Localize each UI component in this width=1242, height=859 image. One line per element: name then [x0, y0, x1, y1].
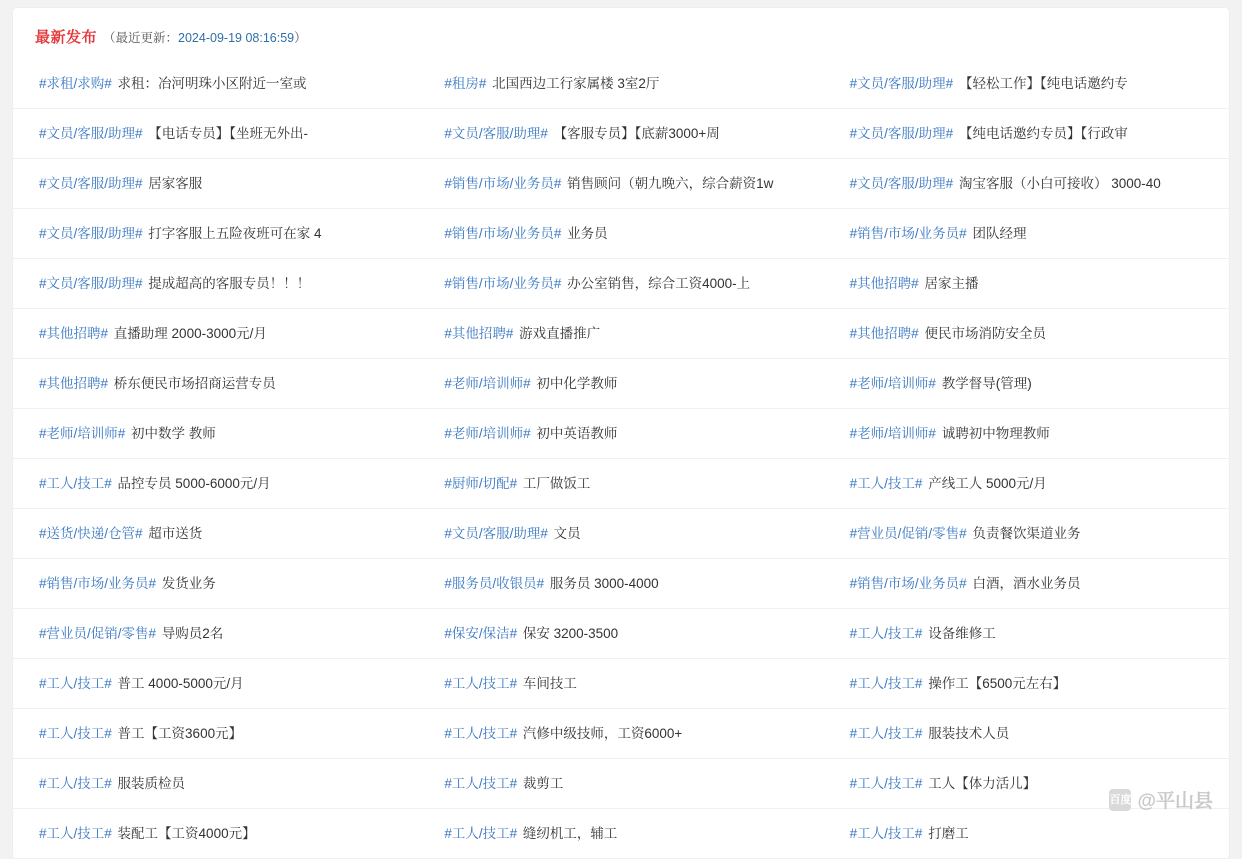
- list-item-title: 打磨工: [928, 826, 969, 841]
- list-item-category: #老师/培训师#: [444, 376, 531, 391]
- list-item-title: 车间技工: [522, 676, 577, 691]
- list-item-category: #销售/市场/业务员#: [444, 226, 562, 241]
- list-item-title: 初中数学 教师: [131, 426, 216, 441]
- watermark: [1109, 786, 1213, 813]
- list-item-category: #厨师/切配#: [444, 476, 518, 491]
- baidu-badge-icon: 百度: [1109, 789, 1131, 811]
- list-item[interactable]: [824, 109, 1229, 159]
- list-item[interactable]: [418, 509, 823, 559]
- list-item-title: 设备维修工: [928, 626, 996, 641]
- list-item[interactable]: [13, 759, 418, 809]
- list-item-title: 裁剪工: [522, 776, 564, 791]
- list-item[interactable]: [13, 59, 418, 109]
- list-item[interactable]: [418, 609, 823, 659]
- list-item-title: 缝纫机工，辅工: [522, 826, 618, 841]
- list-item[interactable]: [418, 459, 823, 509]
- list-item-title: 服务员 3000-4000: [549, 576, 659, 591]
- list-item-category: #工人/技工#: [39, 826, 112, 841]
- list-item[interactable]: [418, 359, 823, 409]
- list-item-title: 超市送货: [148, 526, 203, 541]
- list-item[interactable]: [13, 509, 418, 559]
- list-item-title: 【电话专员】【坐班无外出-: [148, 126, 309, 141]
- watermark-text: @平山县: [1137, 791, 1213, 812]
- list-item-category: #工人/技工#: [39, 726, 112, 741]
- list-item-title: 便民市场消防安全员: [924, 326, 1046, 341]
- list-item[interactable]: [824, 59, 1229, 109]
- list-item-category: #老师/培训师#: [39, 426, 126, 441]
- list-item-category: #老师/培训师#: [849, 376, 936, 391]
- list-item[interactable]: [824, 259, 1229, 309]
- list-item-title: 直播助理 2000-3000元/月: [113, 326, 267, 341]
- update-prefix: （最近更新：: [103, 31, 179, 45]
- list-item-category: #工人/技工#: [444, 726, 518, 741]
- list-item[interactable]: [418, 759, 823, 809]
- update-suffix: ）: [294, 31, 307, 45]
- list-item[interactable]: [824, 459, 1229, 509]
- list-item[interactable]: [13, 659, 418, 709]
- list-item[interactable]: [13, 809, 418, 859]
- list-item-category: #工人/技工#: [39, 776, 112, 791]
- list-item-category: #销售/市场/业务员#: [849, 576, 967, 591]
- list-item[interactable]: [824, 359, 1229, 409]
- list-item[interactable]: [13, 359, 418, 409]
- list-item-category: #工人/技工#: [849, 776, 923, 791]
- list-item[interactable]: [824, 409, 1229, 459]
- list-item[interactable]: [13, 209, 418, 259]
- list-item-title: 白酒，酒水业务员: [972, 576, 1081, 591]
- list-item[interactable]: [824, 309, 1229, 359]
- list-item-category: #文员/客服/助理#: [849, 76, 954, 91]
- list-item-category: #销售/市场/业务员#: [849, 226, 967, 241]
- list-item[interactable]: [13, 559, 418, 609]
- list-item-title: 淘宝客服（小白可接收） 3000-40: [958, 176, 1161, 191]
- list-item[interactable]: [418, 209, 823, 259]
- page-title: 最新发布: [35, 29, 98, 46]
- list-item[interactable]: [824, 709, 1229, 759]
- list-item-category: #工人/技工#: [849, 726, 923, 741]
- list-item-category: #工人/技工#: [39, 676, 112, 691]
- list-item-title: 【纯电话邀约专员】【行政审: [958, 126, 1128, 141]
- list-item[interactable]: [418, 559, 823, 609]
- list-item-category: #工人/技工#: [444, 826, 518, 841]
- list-item-category: #服务员/收银员#: [444, 576, 545, 591]
- list-item-title: 北国西边工行家属楼 3室2厅: [492, 76, 660, 91]
- list-item[interactable]: [13, 309, 418, 359]
- list-item-category: #销售/市场/业务员#: [444, 276, 562, 291]
- list-item-title: 普工【工资3600元】: [117, 726, 243, 741]
- list-item-category: #老师/培训师#: [444, 426, 531, 441]
- list-item-category: #文员/客服/助理#: [39, 276, 143, 291]
- update-time: 2024-09-19 08:16:59: [178, 31, 295, 45]
- list-item[interactable]: [418, 709, 823, 759]
- list-item-category: #营业员/促销/零售#: [849, 526, 967, 541]
- list-item-title: 团队经理: [972, 226, 1027, 241]
- list-item-title: 提成超高的客服专员！！！: [148, 276, 311, 291]
- list-item-title: 教学督导(管理): [941, 376, 1032, 391]
- list-item-title: 服装技术人员: [928, 726, 1010, 741]
- list-item-title: 求租：冶河明珠小区附近一室或: [117, 76, 307, 91]
- list-item[interactable]: [824, 509, 1229, 559]
- list-item[interactable]: [418, 409, 823, 459]
- list-item-title: 游戏直播推广: [519, 326, 601, 341]
- list-item-category: #保安/保洁#: [444, 626, 518, 641]
- list-item[interactable]: [824, 609, 1229, 659]
- list-item-title: 居家客服: [148, 176, 203, 191]
- list-item-title: 普工 4000-5000元/月: [117, 676, 244, 691]
- list-item[interactable]: [824, 159, 1229, 209]
- list-item[interactable]: [418, 259, 823, 309]
- list-item-category: #文员/客服/助理#: [849, 126, 954, 141]
- list-item-title: 初中英语教师: [536, 426, 618, 441]
- list-item[interactable]: [418, 309, 823, 359]
- list-item[interactable]: [13, 409, 418, 459]
- list-item-category: #其他招聘#: [39, 326, 109, 341]
- list-item-category: #文员/客服/助理#: [39, 226, 143, 241]
- list-item-title: 汽修中级技师，工资6000+: [522, 726, 683, 741]
- list-item-category: #工人/技工#: [849, 626, 923, 641]
- list-item-title: 【客服专员】【底薪3000+周: [553, 126, 720, 141]
- list-item-category: #文员/客服/助理#: [39, 126, 143, 141]
- list-item-category: #工人/技工#: [444, 676, 518, 691]
- list-item-category: #销售/市场/业务员#: [39, 576, 157, 591]
- list-item-title: 居家主播: [924, 276, 979, 291]
- list-item-category: #文员/客服/助理#: [39, 176, 143, 191]
- list-item[interactable]: [824, 659, 1229, 709]
- list-item-title: 诚聘初中物理教师: [941, 426, 1050, 441]
- list-item[interactable]: [824, 209, 1229, 259]
- list-item[interactable]: [418, 159, 823, 209]
- list-item-category: #工人/技工#: [849, 676, 923, 691]
- list-item-category: #工人/技工#: [39, 476, 112, 491]
- list-item-title: 装配工【工资4000元】: [117, 826, 256, 841]
- list-item-title: 服装质检员: [117, 776, 186, 791]
- list-item-category: #营业员/促销/零售#: [39, 626, 157, 641]
- list-item-title: 品控专员 5000-6000元/月: [117, 476, 271, 491]
- list-item[interactable]: [418, 659, 823, 709]
- list-item[interactable]: [418, 59, 823, 109]
- list-item[interactable]: [418, 109, 823, 159]
- list-item-category: #文员/客服/助理#: [849, 176, 954, 191]
- list-item[interactable]: [824, 559, 1229, 609]
- list-item-category: #求租/求购#: [39, 76, 112, 91]
- list-item[interactable]: [13, 109, 418, 159]
- list-item-title: 销售顾问（朝九晚六，综合薪资1w: [567, 176, 774, 191]
- list-item[interactable]: [824, 809, 1229, 859]
- list-item-category: #其他招聘#: [849, 276, 919, 291]
- list-item-title: 工人【体力活儿】: [928, 776, 1037, 791]
- list-item-title: 工厂做饭工: [522, 476, 591, 491]
- list-item-category: #其他招聘#: [849, 326, 919, 341]
- last-update-label: [103, 28, 307, 46]
- post-list: [13, 57, 1229, 859]
- list-item-title: 产线工人 5000元/月: [928, 476, 1047, 491]
- list-item-title: 打字客服上五险夜班可在家 4: [148, 226, 322, 241]
- list-item-title: 桥东便民市场招商运营专员: [113, 376, 276, 391]
- list-item-title: 发货业务: [161, 576, 216, 591]
- list-item-title: 导购员2名: [161, 626, 224, 641]
- list-item-category: #文员/客服/助理#: [444, 526, 548, 541]
- list-item-category: #文员/客服/助理#: [444, 126, 548, 141]
- list-item[interactable]: [13, 609, 418, 659]
- list-item-category: #租房#: [444, 76, 487, 91]
- list-item-title: 负责餐饮渠道业务: [972, 526, 1081, 541]
- list-item[interactable]: [13, 709, 418, 759]
- list-item-category: #送货/快递/仓管#: [39, 526, 143, 541]
- list-item-title: 初中化学教师: [536, 376, 618, 391]
- latest-posts-card: [13, 8, 1229, 859]
- list-item-title: 文员: [553, 526, 581, 541]
- list-item-category: #销售/市场/业务员#: [444, 176, 562, 191]
- list-item[interactable]: [13, 159, 418, 209]
- list-item[interactable]: [13, 459, 418, 509]
- card-header: [13, 8, 1229, 57]
- list-item-category: #其他招聘#: [39, 376, 109, 391]
- list-item-title: 【轻松工作】【纯电话邀约专: [958, 76, 1128, 91]
- list-item[interactable]: [418, 809, 823, 859]
- list-item-title: 保安 3200-3500: [522, 626, 619, 641]
- list-item-category: #工人/技工#: [444, 776, 518, 791]
- list-item[interactable]: [13, 259, 418, 309]
- list-item-category: #工人/技工#: [849, 476, 923, 491]
- list-item-title: 操作工【6500元左右】: [928, 676, 1067, 691]
- list-item-title: 办公室销售，综合工资4000-上: [567, 276, 751, 291]
- list-item-category: #老师/培训师#: [849, 426, 936, 441]
- list-item-category: #工人/技工#: [849, 826, 923, 841]
- list-item-title: 业务员: [567, 226, 608, 241]
- list-item-category: #其他招聘#: [444, 326, 514, 341]
